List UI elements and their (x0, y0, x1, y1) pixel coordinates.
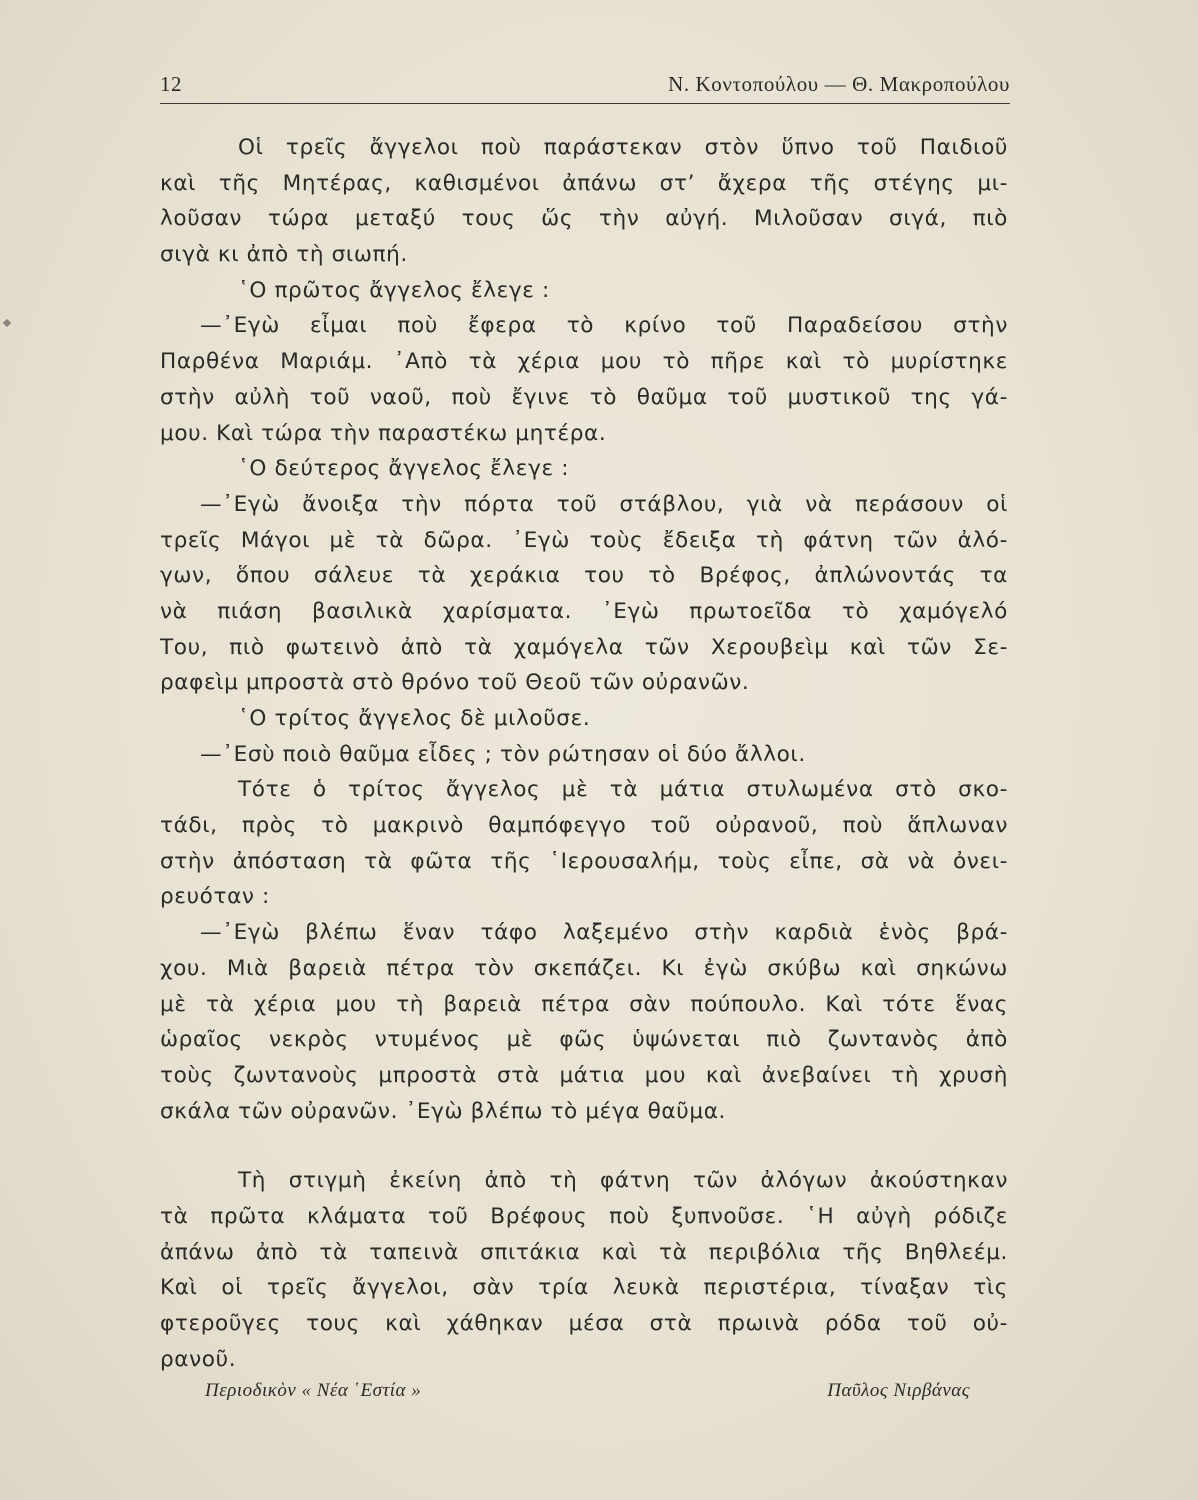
text-line: ῾Ο τρίτος ἄγγελος δὲ μιλοῦσε. (238, 706, 591, 731)
text-line: στὴν ἀπόσταση τὰ φῶτα τῆς ῾Ιερουσαλήμ, τοὺς εἶπε, σὰ νὰ ὀνει- (160, 848, 1008, 874)
text-line: σιγὰ κι ἀπὸ τὴ σιωπή. (160, 242, 408, 268)
text-line: χου. Μιὰ βαρειὰ πέτρα τὸν σκεπάζει. Κι ἐγὼ σκύβω καὶ σηκώνω (160, 955, 1008, 981)
text-line: —᾿Εσὺ ποιὸ θαῦμα εἶδες ; τὸν ρώτησαν οἱ δύο ἄλλοι. (200, 741, 806, 767)
text-line: ῾Ο δεύτερος ἄγγελος ἔλεγε : (238, 456, 570, 482)
text-line: Του, πιὸ φωτεινὸ ἀπὸ τὰ χαμόγελα τῶν Χερουβεὶμ καὶ τῶν Σε- (160, 634, 1008, 660)
text-line: —᾿Εγὼ ἄνοιξα τὴν πόρτα τοῦ στάβλου, γιὰ νὰ περάσουν οἱ (200, 491, 1008, 517)
text-line: Τὴ στιγμὴ ἐκείνη ἀπὸ τὴ φάτνη τῶν ἀλόγων ἀκούστηκαν (238, 1168, 1008, 1194)
text-line: Παρθένα Μαριάμ. ᾿Απὸ τὰ χέρια μου τὸ πῆρε καὶ τὸ μυρίστηκε (160, 349, 1008, 375)
text-line: Καὶ οἱ τρεῖς ἄγγελοι, σὰν τρία λευκὰ περιστέρια, τίναξαν τὶς (160, 1275, 1008, 1301)
page-footer (205, 1380, 970, 1410)
text-line: ὡραῖος νεκρὸς ντυμένος μὲ φῶς ὑψώνεται πιὸ ζωντανὸς ἀπὸ (160, 1027, 1008, 1053)
page-number: 12 (160, 72, 182, 96)
text-line: —᾿Εγὼ βλέπω ἕναν τάφο λαξεμένο στὴν καρδιὰ ἑνὸς βρά- (200, 920, 1008, 946)
text-line: ρανοῦ. (160, 1346, 237, 1372)
text-line: σκάλα τῶν οὐρανῶν. ᾿Εγὼ βλέπω τὸ μέγα θαῦμα. (160, 1098, 727, 1124)
text-line: μου. Καὶ τώρα τὴν παραστέκω μητέρα. (160, 420, 607, 446)
text-line: τοὺς ζωντανοὺς μπροστὰ στὰ μάτια μου καὶ ἀνεβαίνει τὴ χρυσὴ (160, 1062, 1008, 1088)
text-line: γων, ὅπου σάλευε τὰ χεράκια του τὸ Βρέφος, ἀπλώνοντάς τα (160, 563, 1008, 589)
text-line: φτεροῦγες τους καὶ χάθηκαν μέσα στὰ πρωινὰ ρόδα τοῦ οὐ- (160, 1311, 1008, 1336)
text-line: —᾿Εγὼ εἶμαι ποὺ ἔφερα τὸ κρίνο τοῦ Παραδείσου στὴν (200, 313, 1008, 339)
text-line: λοῦσαν τώρα μεταξύ τους ὥς τὴν αὐγή. Μιλοῦσαν σιγά, πιὸ (160, 206, 1008, 232)
text-line: ἀπάνω ἀπὸ τὰ ταπεινὰ σπιτάκια καὶ τὰ περιβόλια τῆς Βηθλεέμ. (160, 1239, 1008, 1265)
source-citation: Περιοδικὸν « Νέα ῾Εστία » (205, 1380, 422, 1401)
text-line: ραφεὶμ μπροστὰ στὸ θρόνο τοῦ Θεοῦ τῶν οὐρανῶν. (160, 670, 750, 696)
text-line: Οἱ τρεῖς ἄγγελοι ποὺ παράστεκαν στὸν ὕπνο τοῦ Παιδιοῦ (238, 135, 1008, 160)
text-line: ῾Ο πρῶτος ἄγγελος ἔλεγε : (238, 277, 550, 303)
paragraph-gap (160, 1129, 1008, 1163)
margin-mark (3, 319, 11, 327)
text-line: τάδι, πρὸς τὸ μακρινὸ θαμπόφεγγο τοῦ οὐρανοῦ, ποὺ ἅπλωναν (160, 813, 1008, 839)
text-line: μὲ τὰ χέρια μου τὴ βαρειὰ πέτρα σὰν πούπουλο. Καὶ τότε ἕνας (160, 991, 1008, 1017)
header-rule (160, 103, 1010, 104)
text-line: ρευόταν : (160, 884, 270, 910)
text-line: νὰ πιάση βασιλικὰ χαρίσματα. ᾿Εγὼ πρωτοεῖδα τὸ χαμόγελό (160, 598, 1008, 624)
running-head: Ν. Κοντοπούλου — Θ. Μακροπούλου (668, 72, 1010, 96)
page-header (160, 70, 1010, 102)
text-line: τρεῖς Μάγοι μὲ τὰ δῶρα. ᾿Εγὼ τοὺς ἔδειξα τὴ φάτνη τῶν ἀλό- (160, 527, 1008, 553)
text-line: τὰ πρῶτα κλάματα τοῦ Βρέφους ποὺ ξυπνοῦσε. ῾Η αὐγὴ ρόδιζε (160, 1203, 1008, 1229)
text-line: Τότε ὁ τρίτος ἄγγελος μὲ τὰ μάτια στυλωμένα στὸ σκο- (238, 777, 1008, 803)
text-line: καὶ τῆς Μητέρας, καθισμένοι ἀπάνω στ’ ἄχερα τῆς στέγης μι- (160, 170, 1008, 196)
author-name: Παῦλος Νιρβάνας (827, 1380, 970, 1401)
text-line: στὴν αὐλὴ τοῦ ναοῦ, ποὺ ἔγινε τὸ θαῦμα τοῦ μυστικοῦ της γά- (160, 384, 1008, 410)
story-text (160, 130, 1008, 1377)
